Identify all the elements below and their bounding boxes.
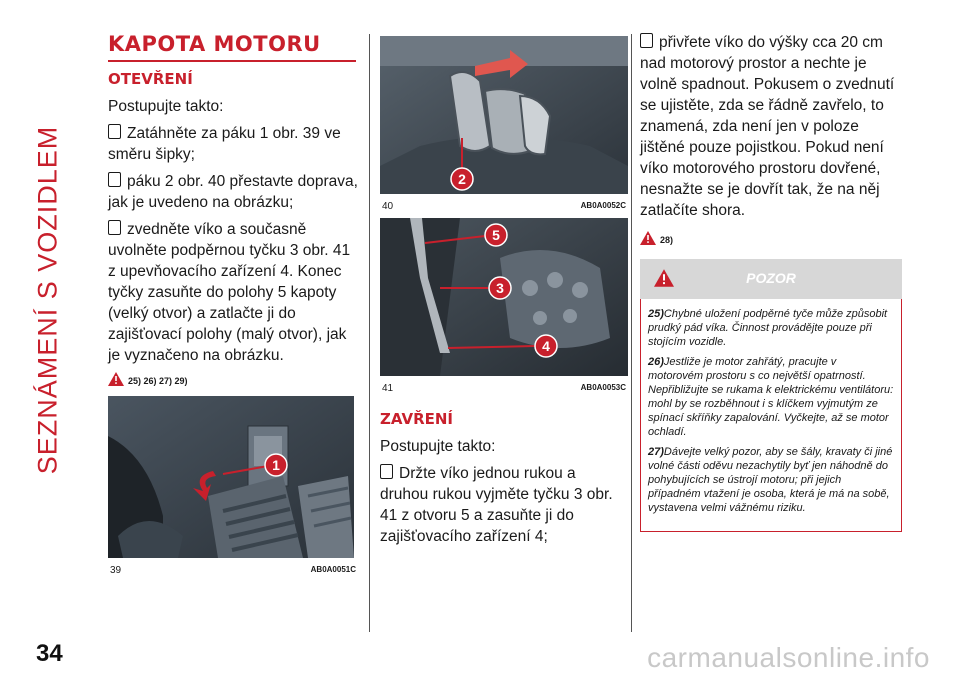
column-divider (369, 34, 370, 632)
subsection-title-open: OTEVŘENÍ (108, 70, 193, 88)
warning-triangle-icon (640, 231, 656, 245)
figure-39 (108, 396, 358, 576)
step-item: zvedněte víko a současně uvolněte podpěrnou tyčku 3 obr. 41 z upevňovacího zařízení 4. Konec tyčky zasuňte do polohy 5 kapoty (velký otvor) a zatlačte ji do zajišťovací polohy (malý otvor), jak je vyznačeno na obrázku. (108, 221, 351, 364)
step-item: Zatáhněte za páku 1 obr. 39 ve směru šipky; (108, 125, 341, 163)
svg-text:1: 1 (272, 457, 280, 473)
svg-text:4: 4 (542, 338, 550, 354)
section-title: KAPOTA MOTORU (108, 32, 356, 62)
step-item: přivřete víko do výšky cca 20 cm nad motorový prostor a nechte je volně spadnout. Pokusem o zvednutí se ujistěte, zda se řádně zavřelo, to znamená, zda není jen v poloze jištěné pouze pojistkou. Pokud není víko motorového prostoru dovřené, nesnažte se je dovřít tak, že na něj zatlačíte shora. (640, 34, 895, 219)
hood-safety-catch-image (380, 36, 628, 194)
svg-text:5: 5 (492, 227, 500, 243)
column-3 (640, 32, 902, 532)
step-item: páku 2 obr. 40 přestavte doprava, jak je uvedeno na obrázku; (108, 173, 358, 211)
figure-code: AB0A0052C (580, 201, 626, 210)
warning-references: 25) 26) 27) 29) (108, 372, 358, 386)
intro-text: Postupujte takto: (380, 438, 496, 455)
warning-triangle-icon (108, 372, 124, 386)
intro-text: Postupujte takto: (108, 98, 224, 115)
figure-caption (108, 565, 358, 576)
checkbox-bullet-icon (640, 33, 653, 48)
figure-code: AB0A0051C (310, 565, 356, 574)
hood-release-lever-image (108, 396, 354, 558)
figure-41 (380, 218, 628, 394)
side-section-title: SEZNÁMENÍ S VOZIDLEM (32, 125, 63, 475)
svg-text:3: 3 (496, 280, 504, 296)
checkbox-bullet-icon (108, 172, 121, 187)
figure-code: AB0A0053C (580, 383, 626, 392)
column-divider (631, 34, 632, 632)
checkbox-bullet-icon (380, 464, 393, 479)
figure-number: 39 (110, 565, 122, 576)
warning-references: 28) (640, 231, 902, 245)
checkbox-bullet-icon (108, 220, 121, 235)
figure-number: 40 (382, 201, 394, 212)
figure-40 (380, 36, 628, 212)
checkbox-bullet-icon (108, 124, 121, 139)
warning-box (640, 299, 902, 532)
warning-item: 25)Chybné uložení podpěrné tyče může způsobit prudký pád víka. Činnost provádějte pouze při stojícím vozidle. (648, 308, 888, 348)
subsection-title-close: ZAVŘENÍ (380, 410, 454, 428)
warning-box-title: POZOR (746, 270, 796, 286)
figure-caption (380, 201, 628, 212)
column-1 (108, 32, 358, 576)
figure-caption (380, 383, 628, 394)
warning-item: 27)Dávejte velký pozor, aby se šály, kravaty či jiné volné části oděvu nezachytily byť jen náhodně do pohybujících se ústrojí motoru; při jejich případném vtažení je osoba, která je má na sobě, vystavena velmi vážnému riziku. (648, 446, 893, 514)
svg-text:2: 2 (458, 171, 466, 187)
step-item: Držte víko jednou rukou a druhou rukou vyjměte tyčku 3 obr. 41 z otvoru 5 a zasuňte ji do zajišťovacího zařízení 4; (380, 465, 613, 545)
warning-item: 26)Jestliže je motor zahřátý, pracujte v motorovém prostoru s co největší opatrností. Nepřibližujte se rukama k elektrickému ventilátoru: mohl by se rozběhnout i s klíčkem vyjmutým ze spínací skříňky zapalování. Vyčkejte, až se motor ochladí. (648, 356, 894, 438)
figure-number: 41 (382, 383, 394, 394)
column-2 (380, 36, 628, 553)
page-number: 34 (36, 640, 63, 667)
watermark: carmanualsonline.info (647, 642, 930, 673)
hood-support-rod-image (380, 218, 628, 376)
warning-box-header (640, 259, 902, 299)
